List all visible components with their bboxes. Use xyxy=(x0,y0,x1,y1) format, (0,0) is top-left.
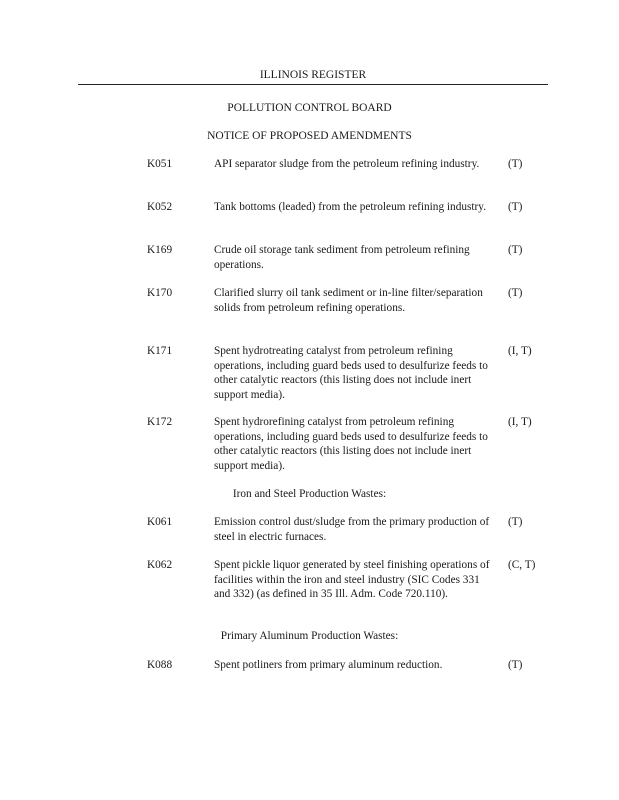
waste-description: Spent hydrorefining catalyst from petroleum refining operations, including guard beds used to desulfurize feeds to other catalytic reactors (this listing does not include inert support media). xyxy=(214,416,488,472)
waste-description: Spent pickle liquor generated by steel finishing operations of facilities within the iron and steel industry (SIC Codes 331 and 332) (as defined in 35 Ill. Adm. Code 720.110). xyxy=(214,559,490,601)
hazard-code: (I, T) xyxy=(508,416,532,428)
hazard-code: (T) xyxy=(508,659,523,671)
waste-code: K088 xyxy=(147,659,173,671)
agency-name: POLLUTION CONTROL BOARD xyxy=(227,102,392,114)
hazard-code: (I, T) xyxy=(508,345,532,357)
register-title: ILLINOIS REGISTER xyxy=(78,68,548,85)
waste-description: Tank bottoms (leaded) from the petroleum refining industry. xyxy=(214,201,487,213)
waste-code: K172 xyxy=(147,416,173,428)
waste-code: K170 xyxy=(147,287,173,299)
waste-code: K062 xyxy=(147,559,173,571)
waste-code: K052 xyxy=(147,201,173,213)
waste-code: K171 xyxy=(147,345,173,357)
waste-code: K051 xyxy=(147,158,173,170)
section-heading-aluminum: Primary Aluminum Production Wastes: xyxy=(220,630,399,642)
section-heading-iron-steel: Iron and Steel Production Wastes: xyxy=(232,488,387,500)
waste-description: Crude oil storage tank sediment from petroleum refining operations. xyxy=(214,244,470,271)
waste-description: API separator sludge from the petroleum refining industry. xyxy=(214,158,480,170)
hazard-code: (C, T) xyxy=(508,559,536,571)
hazard-code: (T) xyxy=(508,287,523,299)
waste-description: Clarified slurry oil tank sediment or in-line filter/separation solids from petroleum refining operations. xyxy=(214,287,483,314)
hazard-code: (T) xyxy=(508,244,523,256)
waste-description: Spent hydrotreating catalyst from petroleum refining operations, including guard beds used to desulfurize feeds to other catalytic reactors (this listing does not include inert support media). xyxy=(214,345,488,401)
hazard-code: (T) xyxy=(508,158,523,170)
waste-description: Spent potliners from primary aluminum reduction. xyxy=(214,659,443,671)
waste-code: K061 xyxy=(147,516,173,528)
waste-description: Emission control dust/sludge from the primary production of steel in electric furnaces. xyxy=(214,516,490,543)
notice-title: NOTICE OF PROPOSED AMENDMENTS xyxy=(207,130,412,142)
hazard-code: (T) xyxy=(508,201,523,213)
waste-code: K169 xyxy=(147,244,173,256)
hazard-code: (T) xyxy=(508,516,523,528)
